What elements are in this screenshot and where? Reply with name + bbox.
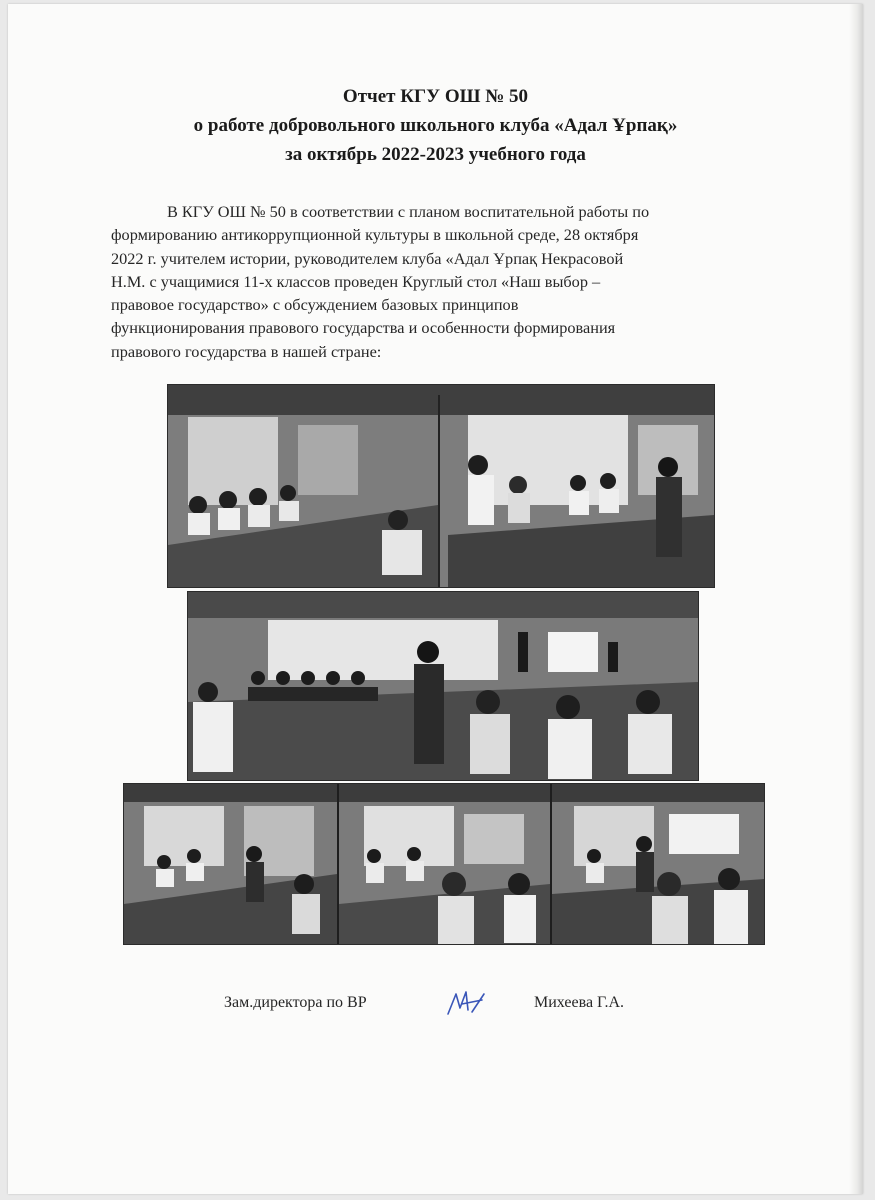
signatory-name: Михеева Г.А. bbox=[534, 994, 625, 1011]
paragraph-line: Н.М. с учащимися 11-х классов проведен Круглый стол «Наш выбор – bbox=[111, 271, 601, 291]
paragraph-line: формированию антикоррупционной культуры в школьной среде, 28 октября bbox=[111, 225, 639, 245]
report-paragraph bbox=[111, 200, 761, 363]
paragraph-line: 2022 г. учителем истории, руководителем клуба «Адал Ұрпақ Некрасовой bbox=[111, 248, 624, 268]
photo-roundtable-wide bbox=[187, 591, 699, 781]
photo-roundtable-collage-top bbox=[167, 384, 715, 588]
paragraph-line: правового государства в нашей стране: bbox=[111, 341, 382, 361]
signatory-position: Зам.директора по ВР bbox=[224, 994, 367, 1011]
document-page bbox=[8, 4, 863, 1194]
photo-roundtable-strip-bottom bbox=[123, 783, 765, 945]
title-line: за октябрь 2022-2023 учебного года bbox=[285, 144, 586, 165]
paragraph-line: функционирования правового государства и особенности формирования bbox=[111, 318, 616, 338]
handwritten-signature bbox=[442, 986, 490, 1020]
document-title bbox=[8, 82, 863, 169]
title-line: о работе добровольного школьного клуба «Адал Ұрпақ» bbox=[193, 115, 678, 136]
page-edge-shadow bbox=[849, 4, 863, 1194]
paragraph-line: В КГУ ОШ № 50 в соответствии с планом воспитательной работы по bbox=[167, 202, 650, 221]
paragraph-line: правовое государство» с обсуждением базовых принципов bbox=[111, 295, 519, 315]
title-line: Отчет КГУ ОШ № 50 bbox=[342, 86, 529, 107]
